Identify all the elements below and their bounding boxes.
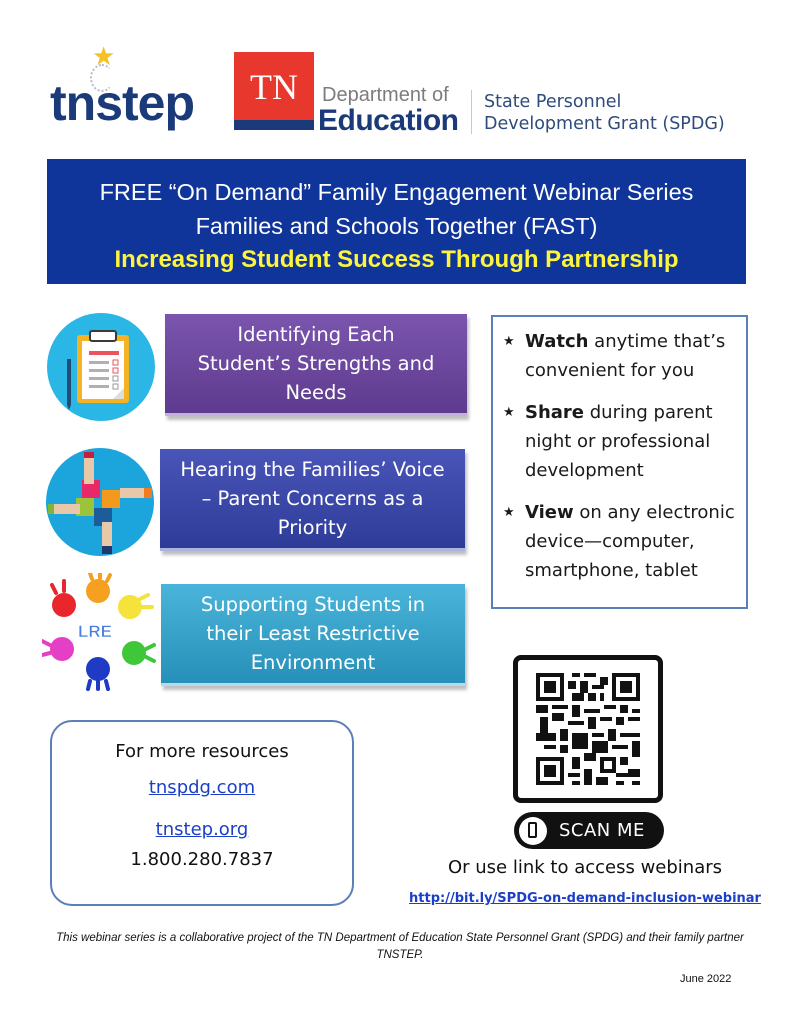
feature-keyword: View xyxy=(525,502,574,523)
feature-view xyxy=(503,498,738,585)
feature-text: during parent night or professional development xyxy=(525,402,713,481)
doe-line1: Department of xyxy=(322,84,449,106)
spdg-line2: Development Grant (SPDG) xyxy=(484,114,725,134)
feature-text: on any electronic device—computer, smartphone, tablet xyxy=(525,502,735,581)
feature-watch xyxy=(503,327,738,385)
star-bullet-icon: ★ xyxy=(503,405,515,420)
banner-title: FREE “On Demand” Family Engagement Webinar Series xyxy=(99,179,694,205)
lre-handprints-icon xyxy=(42,573,160,691)
clipboard-checklist-icon xyxy=(47,313,155,421)
feature-share xyxy=(503,398,738,485)
qr-code[interactable] xyxy=(513,655,663,803)
topic-title: Hearing the Families’ Voice – Parent Concerns as a Priority xyxy=(180,458,445,539)
star-icon: ★ xyxy=(92,42,116,72)
doe-line2: Education xyxy=(318,104,459,137)
resources-title: For more resources xyxy=(115,741,289,762)
spdg-line1: State Personnel xyxy=(484,92,622,112)
resources-box xyxy=(50,720,354,906)
tnstep-logo xyxy=(48,44,208,134)
tn-letters: TN xyxy=(250,67,298,107)
tn-doe-logo-mark xyxy=(234,52,314,130)
topic-strengths-needs xyxy=(165,314,467,416)
feature-keyword: Watch xyxy=(525,331,589,352)
webinar-link[interactable]: http://bit.ly/SPDG-on-demand-inclusion-webinar xyxy=(409,891,761,906)
smartphone-icon xyxy=(519,817,547,845)
puzzle-hands-icon xyxy=(46,448,154,556)
banner-tagline: Increasing Student Success Through Partnership xyxy=(114,246,679,273)
scan-me-label: SCAN ME xyxy=(559,820,645,841)
qr-code-pattern xyxy=(536,673,640,785)
star-bullet-icon: ★ xyxy=(503,505,515,520)
star-bullet-icon: ★ xyxy=(503,334,515,349)
topic-title: Supporting Students in their Least Restrictive Environment xyxy=(200,593,426,674)
topic-title: Identifying Each Student’s Strengths and Needs xyxy=(197,323,435,404)
phone-number: 1.800.280.7837 xyxy=(130,849,274,870)
features-box xyxy=(491,315,748,609)
logo-divider xyxy=(471,90,472,134)
or-use-link-text: Or use link to access webinars xyxy=(447,857,723,878)
topic-least-restrictive-environment xyxy=(161,584,465,686)
spdg-logo-text xyxy=(484,91,725,135)
scan-me-badge xyxy=(514,812,664,849)
svg-text:LRE: LRE xyxy=(78,622,112,641)
title-banner xyxy=(47,159,746,284)
feature-keyword: Share xyxy=(525,402,585,423)
tnspdg-link[interactable]: tnspdg.com xyxy=(148,777,256,798)
tnstep-link[interactable]: tnstep.org xyxy=(155,819,249,840)
tnstep-logo-text: tnstep xyxy=(50,75,194,131)
topic-families-voice xyxy=(160,449,465,551)
feature-text: anytime that’s convenient for you xyxy=(525,331,726,381)
publication-date: June 2022 xyxy=(680,973,732,985)
footer-note: This webinar series is a collaborative project of the TN Department of Education State Personnel Grant (SPDG) and their family partner TNSTEP. xyxy=(56,932,744,961)
tn-logo-bar xyxy=(234,120,314,130)
banner-subtitle: Families and Schools Together (FAST) xyxy=(195,213,598,239)
